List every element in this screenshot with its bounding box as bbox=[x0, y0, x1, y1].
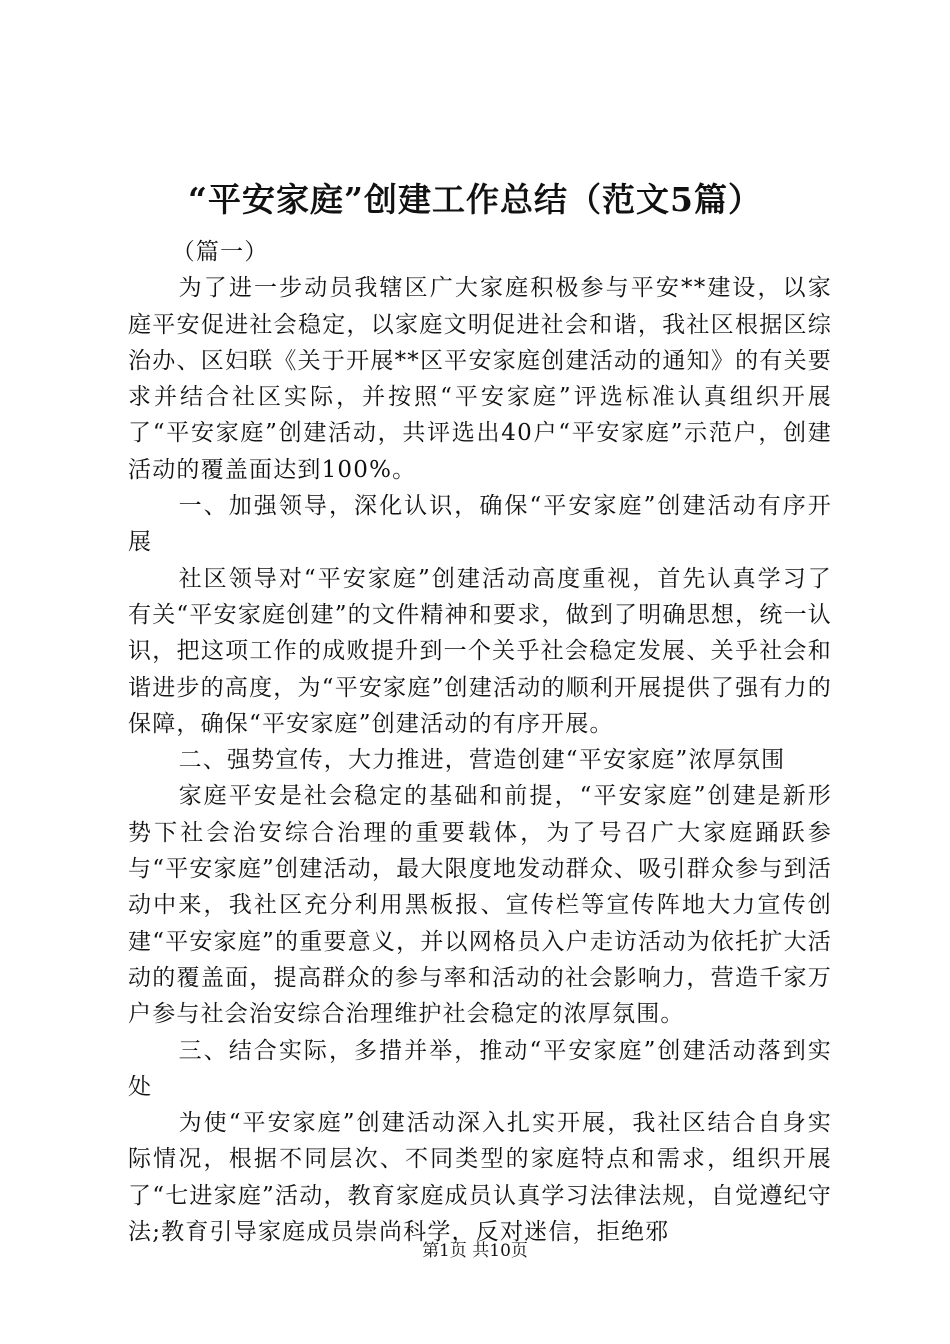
paragraph-section-one: 社区领导对“平安家庭”创建活动高度重视，首先认真学习了有关“平安家庭创建”的文件精神和要求，做到了明确思想，统一认识，把这项工作的成败提升到一个关乎社会稳定发展、关乎社会和谐进步的高度，为“平安家庭”创建活动的顺利开展提供了强有力的保障，确保“平安家庭”创建活动的有序开展。 bbox=[128, 565, 832, 737]
paragraph-section-three: 为使“平安家庭”创建活动深入扎实开展，我社区结合自身实际情况，根据不同层次、不同类型的家庭特点和需求，组织开展了“七进家庭”活动，教育家庭成员认真学习法律法规，自觉遵纪守法;教育引导家庭成员崇尚科学，反对迷信，拒绝邪 bbox=[128, 1110, 832, 1246]
document-body bbox=[128, 234, 832, 1250]
heading-section-two: 二、强势宣传，大力推进，营造创建“平安家庭”浓厚氛围 bbox=[178, 747, 786, 774]
document-title: “平安家庭”创建工作总结（范文5篇） bbox=[188, 180, 762, 219]
section-label-part-one: （篇一） bbox=[171, 239, 269, 265]
heading-section-three: 三、结合实际，多措并举，推动“平安家庭”创建活动落到实处 bbox=[128, 1037, 832, 1100]
heading-section-one: 一、加强领导，深化认识，确保“平安家庭”创建活动有序开展 bbox=[128, 493, 832, 556]
paragraph-section-two: 家庭平安是社会稳定的基础和前提，“平安家庭”创建是新形势下社会治安综合治理的重要载体，为了号召广大家庭踊跃参与“平安家庭”创建活动，最大限度地发动群众、吸引群众参与到活动中来，我社区充分利用黑板报、宣传栏等宣传阵地大力宣传创建“平安家庭”的重要意义，并以网格员入户走访活动为依托扩大活动的覆盖面，提高群众的参与率和活动的社会影响力，营造千家万户参与社会治安综合治理维护社会稳定的浓厚氛围。 bbox=[128, 783, 832, 1028]
page-number-footer: 第1页 共10页 bbox=[422, 1241, 528, 1261]
paragraph-intro: 为了进一步动员我辖区广大家庭积极参与平安**建设，以家庭平安促进社会稳定，以家庭文明促进社会和谐，我社区根据区综治办、区妇联《关于开展**区平安家庭创建活动的通知》的有关要求并结合社区实际，并按照“平安家庭”评选标准认真组织开展了“平安家庭”创建活动，共评选出40户“平安家庭”示范户，创建活动的覆盖面达到100%。 bbox=[128, 275, 832, 483]
